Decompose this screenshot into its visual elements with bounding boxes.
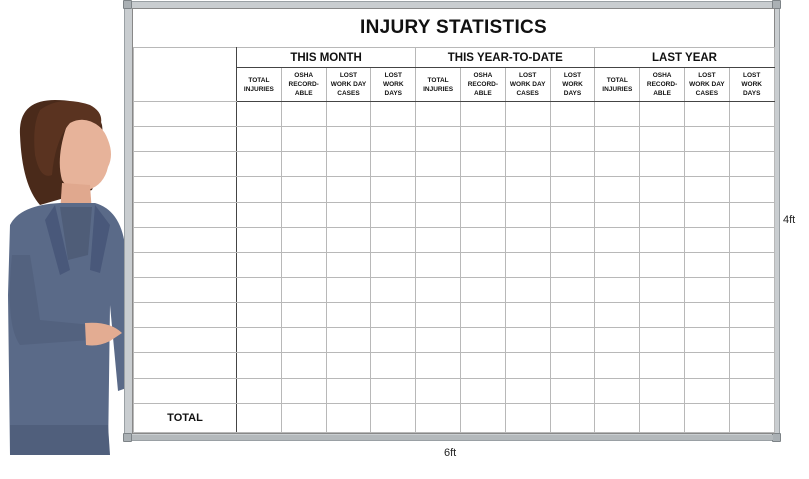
total-row [134,403,775,432]
data-cell[interactable] [595,152,640,177]
group-header: THIS YEAR-TO-DATE [416,48,595,68]
data-cell[interactable] [326,328,371,353]
table-row [134,177,775,202]
data-cell[interactable] [640,177,685,202]
data-cell[interactable] [460,202,505,227]
row-label-cell[interactable] [134,102,237,127]
data-cell[interactable] [237,378,282,403]
data-cell[interactable] [460,127,505,152]
data-cell[interactable] [237,127,282,152]
height-dimension-label: 4ft [783,214,796,226]
data-cell[interactable] [416,252,461,277]
data-cell[interactable] [460,252,505,277]
table-row [134,252,775,277]
data-cell[interactable] [281,227,326,252]
column-header: TOTAL INJURIES [416,68,461,102]
fine-print [135,427,136,431]
row-label-cell[interactable] [134,277,237,302]
row-label-cell[interactable] [134,328,237,353]
data-cell[interactable] [237,303,282,328]
data-cell[interactable] [460,328,505,353]
data-cell[interactable] [460,303,505,328]
data-cell[interactable] [371,353,416,378]
data-cell[interactable] [371,152,416,177]
board-title: INJURY STATISTICS [133,9,774,48]
data-cell[interactable] [684,177,729,202]
data-cell[interactable] [505,378,550,403]
data-cell[interactable] [460,353,505,378]
data-cell[interactable] [237,102,282,127]
row-label-cell[interactable] [134,378,237,403]
data-cell[interactable] [281,378,326,403]
frame-corner-cap [123,0,132,9]
data-cell[interactable] [371,102,416,127]
data-cell[interactable] [595,127,640,152]
data-cell[interactable] [416,127,461,152]
total-cell[interactable] [684,403,729,432]
data-cell[interactable] [281,177,326,202]
data-cell[interactable] [237,252,282,277]
data-cell[interactable] [371,328,416,353]
data-cell[interactable] [460,277,505,302]
data-cell[interactable] [416,328,461,353]
data-cell[interactable] [326,177,371,202]
whiteboard-frame [124,1,780,441]
data-cell[interactable] [505,102,550,127]
data-cell[interactable] [237,328,282,353]
data-cell[interactable] [416,227,461,252]
data-cell[interactable] [371,202,416,227]
data-cell[interactable] [640,102,685,127]
table-row [134,127,775,152]
total-cell[interactable] [416,403,461,432]
data-cell[interactable] [237,177,282,202]
data-cell[interactable] [326,277,371,302]
row-label-cell[interactable] [134,127,237,152]
data-cell[interactable] [505,127,550,152]
total-cell[interactable] [505,403,550,432]
data-cell[interactable] [729,328,774,353]
column-header: LOST WORK DAYS [550,68,595,102]
total-cell[interactable] [460,403,505,432]
data-cell[interactable] [326,227,371,252]
data-cell[interactable] [281,202,326,227]
row-label-cell[interactable] [134,202,237,227]
data-cell[interactable] [595,102,640,127]
data-cell[interactable] [326,252,371,277]
data-cell[interactable] [416,353,461,378]
data-cell[interactable] [281,152,326,177]
data-cell[interactable] [237,353,282,378]
data-cell[interactable] [281,102,326,127]
data-cell[interactable] [550,378,595,403]
data-cell[interactable] [460,152,505,177]
data-cell[interactable] [640,353,685,378]
row-label-cell[interactable] [134,177,237,202]
column-header: TOTAL INJURIES [595,68,640,102]
data-cell[interactable] [326,353,371,378]
data-cell[interactable] [550,353,595,378]
data-cell[interactable] [550,328,595,353]
table-row [134,202,775,227]
data-cell[interactable] [237,152,282,177]
data-cell[interactable] [729,353,774,378]
table-row [134,378,775,403]
data-cell[interactable] [416,202,461,227]
data-cell[interactable] [505,152,550,177]
data-cell[interactable] [505,227,550,252]
data-cell[interactable] [237,202,282,227]
data-cell[interactable] [371,303,416,328]
data-cell[interactable] [729,227,774,252]
data-cell[interactable] [416,102,461,127]
frame-corner-cap [123,433,132,442]
total-cell[interactable] [595,403,640,432]
data-cell[interactable] [729,127,774,152]
data-cell[interactable] [416,177,461,202]
data-cell[interactable] [550,177,595,202]
data-cell[interactable] [416,152,461,177]
data-cell[interactable] [640,328,685,353]
data-cell[interactable] [326,202,371,227]
data-cell[interactable] [550,227,595,252]
data-cell[interactable] [640,152,685,177]
total-cell[interactable] [640,403,685,432]
total-cell[interactable] [729,403,774,432]
data-cell[interactable] [281,353,326,378]
column-header: LOST WORK DAY CASES [684,68,729,102]
column-header: OSHA RECORD- ABLE [281,68,326,102]
frame-corner-cap [772,433,781,442]
column-header: TOTAL INJURIES [237,68,282,102]
data-cell[interactable] [729,177,774,202]
data-cell[interactable] [684,152,729,177]
data-cell[interactable] [505,353,550,378]
data-cell[interactable] [281,277,326,302]
row-label-cell[interactable] [134,303,237,328]
stats-grid [133,47,775,433]
data-cell[interactable] [326,152,371,177]
data-cell[interactable] [460,102,505,127]
data-cell[interactable] [371,378,416,403]
data-cell[interactable] [371,227,416,252]
column-header: OSHA RECORD- ABLE [460,68,505,102]
data-cell[interactable] [595,303,640,328]
table-row [134,227,775,252]
presenter-figure [0,95,140,455]
data-cell[interactable] [505,177,550,202]
data-cell[interactable] [550,127,595,152]
data-cell[interactable] [281,127,326,152]
data-cell[interactable] [505,303,550,328]
data-cell[interactable] [640,127,685,152]
data-cell[interactable] [729,152,774,177]
data-cell[interactable] [595,277,640,302]
total-cell[interactable] [371,403,416,432]
group-header: LAST YEAR [595,48,774,68]
data-cell[interactable] [729,252,774,277]
table-row [134,328,775,353]
data-cell[interactable] [729,202,774,227]
data-cell[interactable] [684,328,729,353]
data-cell[interactable] [595,328,640,353]
data-cell[interactable] [326,378,371,403]
data-cell[interactable] [595,202,640,227]
total-cell[interactable] [237,403,282,432]
data-cell[interactable] [326,303,371,328]
marker-tray [132,435,773,440]
data-cell[interactable] [729,102,774,127]
data-cell[interactable] [237,277,282,302]
data-cell[interactable] [371,252,416,277]
data-cell[interactable] [505,277,550,302]
data-cell[interactable] [684,202,729,227]
data-cell[interactable] [550,303,595,328]
total-cell[interactable] [550,403,595,432]
data-cell[interactable] [684,353,729,378]
data-cell[interactable] [550,277,595,302]
table-row [134,277,775,302]
table-row [134,102,775,127]
row-label-header [134,48,237,102]
data-cell[interactable] [505,252,550,277]
row-label-cell[interactable] [134,227,237,252]
data-cell[interactable] [684,102,729,127]
data-cell[interactable] [550,152,595,177]
data-cell[interactable] [684,277,729,302]
data-cell[interactable] [550,252,595,277]
data-cell[interactable] [640,277,685,302]
data-cell[interactable] [684,127,729,152]
data-cell[interactable] [684,303,729,328]
data-cell[interactable] [595,252,640,277]
data-cell[interactable] [460,227,505,252]
data-cell[interactable] [595,177,640,202]
data-cell[interactable] [684,227,729,252]
column-header: LOST WORK DAYS [729,68,774,102]
data-cell[interactable] [729,277,774,302]
column-header: LOST WORK DAYS [371,68,416,102]
data-cell[interactable] [640,303,685,328]
column-header: OSHA RECORD- ABLE [640,68,685,102]
data-cell[interactable] [505,328,550,353]
data-cell[interactable] [326,102,371,127]
data-cell[interactable] [281,328,326,353]
data-cell[interactable] [550,102,595,127]
data-cell[interactable] [326,127,371,152]
width-dimension-label: 6ft [444,447,457,459]
data-cell[interactable] [460,177,505,202]
total-cell[interactable] [281,403,326,432]
data-cell[interactable] [281,252,326,277]
table-row [134,303,775,328]
data-cell[interactable] [416,378,461,403]
table-row [134,152,775,177]
row-label-cell[interactable] [134,252,237,277]
data-cell[interactable] [640,202,685,227]
data-cell[interactable] [550,202,595,227]
data-cell[interactable] [640,378,685,403]
table-row [134,353,775,378]
column-header: LOST WORK DAY CASES [326,68,371,102]
data-cell[interactable] [729,378,774,403]
row-label-cell[interactable] [134,353,237,378]
data-cell[interactable] [237,227,282,252]
data-cell[interactable] [684,252,729,277]
group-header: THIS MONTH [237,48,416,68]
data-cell[interactable] [281,303,326,328]
data-cell[interactable] [729,303,774,328]
data-cell[interactable] [416,277,461,302]
data-cell[interactable] [595,353,640,378]
total-label: TOTAL [134,403,237,432]
data-cell[interactable] [595,378,640,403]
data-cell[interactable] [371,177,416,202]
data-cell[interactable] [640,252,685,277]
total-cell[interactable] [326,403,371,432]
data-cell[interactable] [371,127,416,152]
data-cell[interactable] [595,227,640,252]
data-cell[interactable] [640,227,685,252]
whiteboard-surface [132,8,775,434]
data-cell[interactable] [505,202,550,227]
data-cell[interactable] [460,378,505,403]
row-label-cell[interactable] [134,152,237,177]
data-cell[interactable] [416,303,461,328]
data-cell[interactable] [371,277,416,302]
column-header: LOST WORK DAY CASES [505,68,550,102]
data-cell[interactable] [684,378,729,403]
